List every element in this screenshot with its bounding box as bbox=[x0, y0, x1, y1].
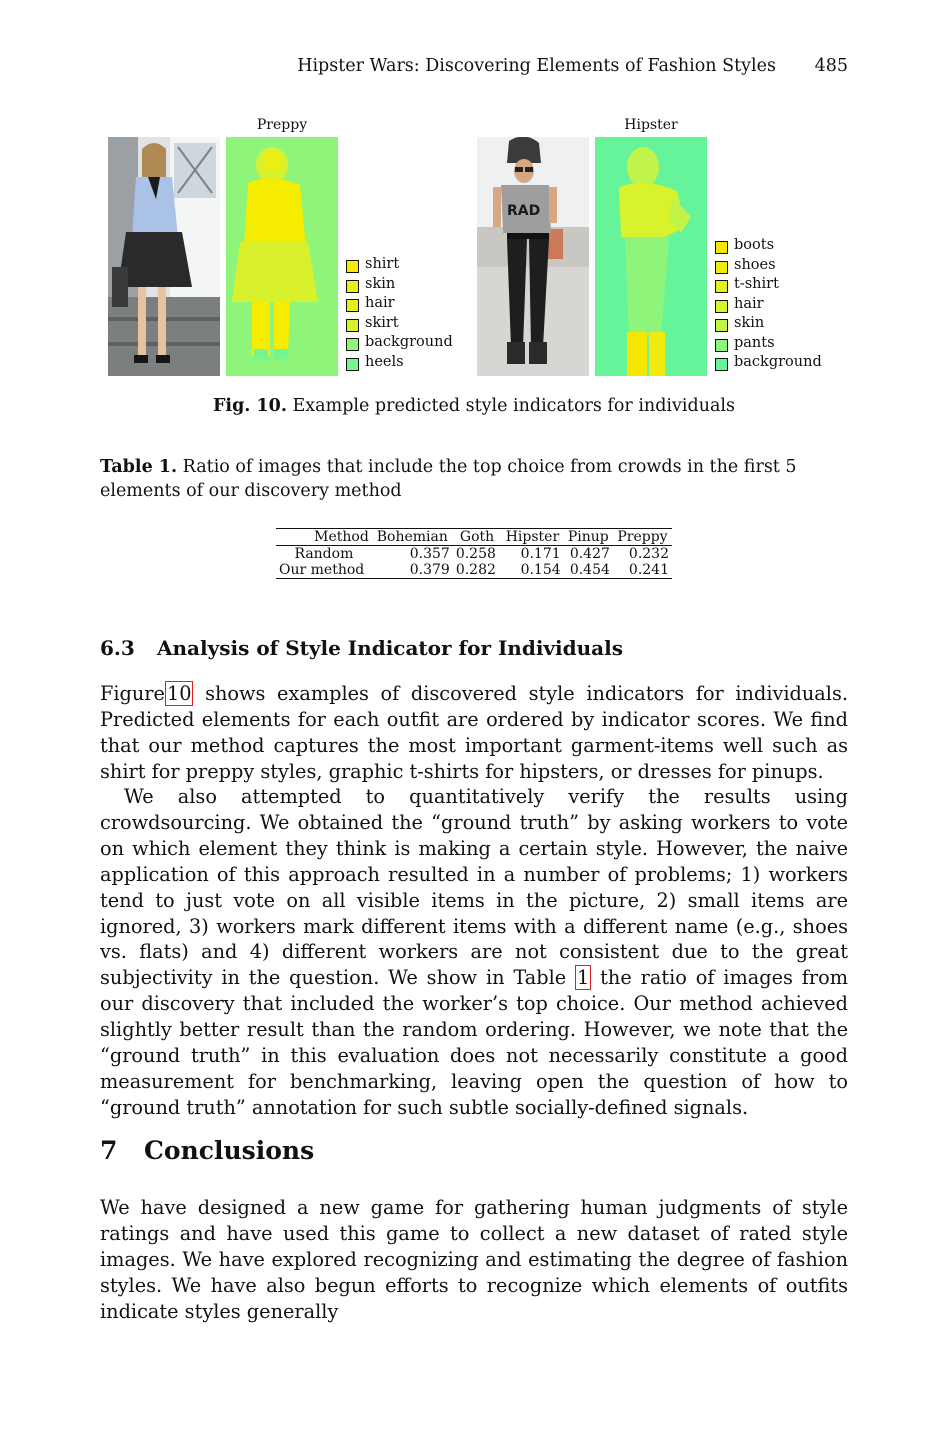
legend-item bbox=[715, 275, 822, 295]
legend-item bbox=[715, 334, 822, 354]
table-reference-link[interactable]: 1 bbox=[577, 966, 590, 990]
paragraph-text: We also attempted to quantitatively verify the results using crowdsourcing. We obtained the “ground truth” by asking workers to vote on which element they think is making a certain style. However, the naive application of this approach resulted in a number of problems; 1) workers tend to just vote on all visible items in the picture, 2) small items are ignored, 3) workers mark different items with a different name (e.g., shoes vs. flats) and 4) different workers are not consistent due to the great subjectivity in the question. We show in Table bbox=[100, 785, 848, 990]
legend-item bbox=[715, 236, 822, 256]
cell-value: 0.454 bbox=[569, 562, 610, 578]
table-row bbox=[276, 562, 672, 579]
legend-swatch bbox=[715, 241, 728, 254]
paragraph-text: We have designed a new game for gathering human judgments of style ratings and have used this game to collect a new dataset of rated style images. We have explored recognizing and estimating the degree of fashion styles. We have also begun efforts to recognize which elements of outfits indicate styles generally bbox=[100, 1196, 848, 1323]
legend-label: heels bbox=[365, 353, 404, 370]
legend-label: skin bbox=[734, 315, 765, 331]
legend-swatch bbox=[346, 260, 359, 273]
cell-value: 0.171 bbox=[520, 546, 561, 562]
legend-item bbox=[346, 294, 453, 314]
figure-caption bbox=[100, 396, 848, 416]
legend-item bbox=[346, 314, 453, 334]
preppy-photo bbox=[108, 137, 220, 376]
section-number: 6.3 bbox=[100, 636, 135, 660]
section-number: 7 bbox=[100, 1136, 118, 1165]
table-header-row bbox=[276, 529, 672, 546]
preppy-segmentation-map bbox=[226, 137, 338, 376]
section-title: Conclusions bbox=[144, 1136, 315, 1165]
cell-value: 0.427 bbox=[569, 546, 610, 562]
legend-label: t-shirt bbox=[734, 276, 779, 292]
legend-label: background bbox=[734, 354, 822, 370]
col-header-bohemian: Bohemian bbox=[376, 529, 448, 545]
table-1 bbox=[276, 528, 672, 579]
paragraph-text: shows examples of discovered style indicators for individuals. Predicted elements for each outfit are ordered by indicator scores. We find that our method captures the most important garment-items well such as shirt for preppy styles, graphic t-shirts for hipsters, or dresses for pinups. bbox=[100, 682, 848, 783]
legend-label: skin bbox=[365, 275, 396, 292]
cell-value: 0.232 bbox=[628, 546, 669, 562]
legend-label: shoes bbox=[734, 256, 776, 273]
legend-label: skirt bbox=[365, 314, 399, 331]
col-header-goth: Goth bbox=[459, 529, 495, 545]
hipster-photo bbox=[477, 137, 589, 376]
paragraph-text: the ratio of images from our discovery that included the worker’s top choice. Our method achieved slightly better result than the random ordering. However, we note that the “ground truth” in this evaluation does not necessarily constitute a good measurement for benchmarking, leaving open the question of how to “ground truth” annotation for such subtle socially-defined signals. bbox=[100, 966, 848, 1119]
table-caption-label: Table 1. bbox=[100, 457, 178, 477]
section-7-paragraph-1 bbox=[100, 1195, 848, 1325]
legend-label: pants bbox=[734, 334, 775, 351]
section-6-3-paragraph-1 bbox=[100, 681, 848, 785]
table-row bbox=[276, 546, 672, 563]
row-method: Our method bbox=[279, 562, 365, 578]
legend-label: hair bbox=[365, 295, 395, 311]
legend-swatch bbox=[346, 299, 359, 312]
results-table bbox=[276, 528, 672, 579]
cell-value: 0.154 bbox=[520, 562, 561, 578]
legend-item bbox=[715, 314, 822, 334]
cell-value: 0.379 bbox=[409, 562, 450, 578]
legend-item bbox=[715, 295, 822, 315]
legend-label: hair bbox=[734, 295, 764, 312]
running-title: Hipster Wars: Discovering Elements of Fashion Styles bbox=[297, 56, 776, 76]
row-method: Random bbox=[294, 546, 354, 562]
col-header-preppy: Preppy bbox=[617, 529, 668, 545]
legend-swatch bbox=[346, 319, 359, 332]
legend-swatch bbox=[715, 358, 728, 371]
legend-item bbox=[346, 275, 453, 295]
legend-swatch bbox=[715, 339, 728, 352]
figure-caption-text: Example predicted style indicators for individuals bbox=[292, 396, 735, 416]
legend-swatch bbox=[346, 338, 359, 351]
legend-label: background bbox=[365, 334, 453, 350]
cell-value: 0.241 bbox=[628, 562, 669, 578]
legend-swatch bbox=[346, 280, 359, 293]
col-header-method: Method bbox=[314, 529, 369, 545]
panel-label-preppy: Preppy bbox=[256, 117, 308, 133]
preppy-legend bbox=[346, 255, 453, 372]
panel-label-hipster: Hipster bbox=[624, 117, 678, 133]
legend-label: boots bbox=[734, 237, 775, 253]
figure-10 bbox=[0, 0, 950, 430]
legend-swatch bbox=[715, 300, 728, 313]
table-caption-text: Ratio of images that include the top choice from crowds in the first 5 elements of our discovery method bbox=[100, 457, 797, 501]
section-title: Analysis of Style Indicator for Individuals bbox=[157, 636, 623, 660]
paragraph-text: Figure bbox=[100, 682, 165, 705]
cell-value: 0.357 bbox=[409, 546, 450, 562]
hipster-segmentation-map bbox=[595, 137, 707, 376]
figure-caption-label: Fig. 10. bbox=[213, 396, 287, 416]
section-6-3-heading bbox=[100, 636, 623, 660]
page-number: 485 bbox=[814, 56, 848, 76]
section-6-3-paragraph-2 bbox=[100, 784, 848, 1121]
legend-item bbox=[715, 353, 822, 373]
legend-label: shirt bbox=[365, 256, 400, 272]
legend-item bbox=[346, 255, 453, 275]
legend-swatch bbox=[346, 358, 359, 371]
legend-swatch bbox=[715, 261, 728, 274]
figure-reference-link[interactable]: 10 bbox=[166, 682, 192, 705]
cell-value: 0.282 bbox=[455, 562, 496, 578]
cell-value: 0.258 bbox=[455, 546, 496, 562]
legend-item bbox=[346, 333, 453, 353]
table-caption bbox=[100, 455, 848, 503]
hipster-legend bbox=[715, 236, 822, 373]
col-header-pinup: Pinup bbox=[567, 529, 609, 545]
legend-swatch bbox=[715, 280, 728, 293]
legend-swatch bbox=[715, 319, 728, 332]
col-header-hipster: Hipster bbox=[505, 529, 560, 545]
section-7-heading bbox=[100, 1136, 314, 1165]
svg-text:RAD: RAD bbox=[507, 203, 541, 219]
legend-item bbox=[346, 353, 453, 373]
legend-item bbox=[715, 256, 822, 276]
